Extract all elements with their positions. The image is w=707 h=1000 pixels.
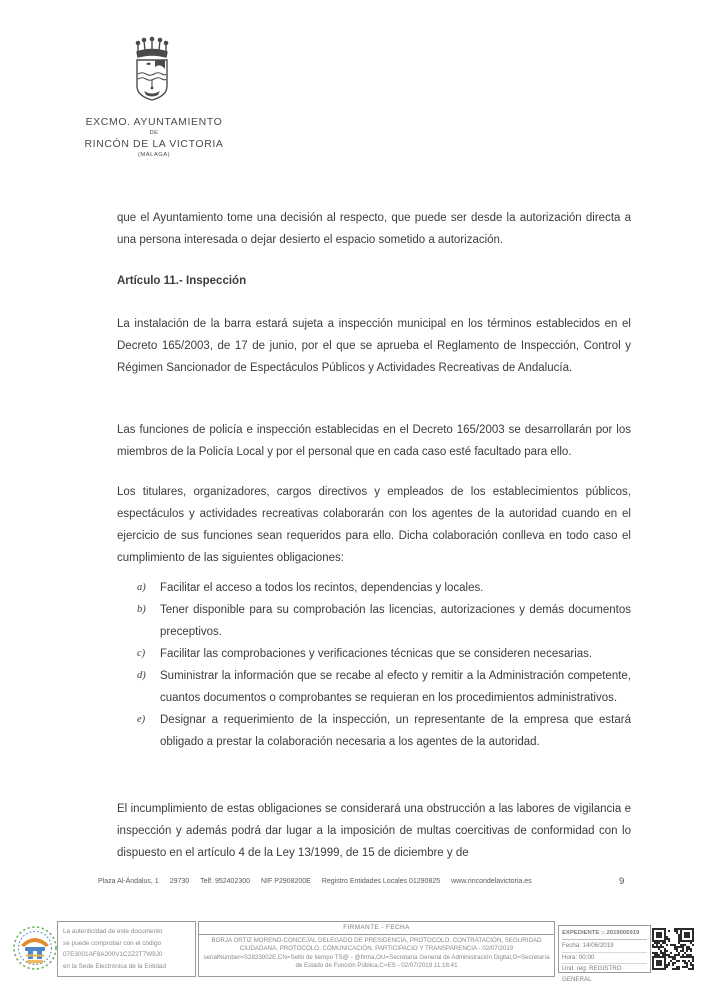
authenticity-line: en la Sede Electrónica de la Entidad	[63, 962, 167, 970]
signer-box-header: FIRMANTE - FECHA	[199, 922, 554, 935]
list-marker: b)	[137, 604, 146, 615]
footer-phone: Telf. 952402300	[200, 878, 250, 885]
org-line-4: (MÁLAGA)	[137, 152, 171, 158]
organization-name	[70, 116, 238, 160]
expediente-date: Fecha: 14/06/2019	[562, 941, 647, 952]
expediente-registry-unit: Und. reg: REGISTRO GENERAL	[562, 965, 622, 983]
authenticity-box	[57, 921, 196, 977]
list-marker: e)	[137, 714, 146, 725]
verification-qr-code-icon	[652, 928, 694, 970]
list-marker: d)	[137, 670, 146, 681]
list-item-text: Facilitar las comprobaciones y verificaciones técnicas que se consideren necesarias.	[160, 648, 593, 660]
list-item	[137, 709, 631, 753]
closing-paragraph: El incumplimiento de estas obligaciones se considerará una obstrucción a las labores de vigilancia e inspección y además podrá dar lugar a la imposición de multas coercitivas de conformidad con lo dispuesto en el artículo 4 de la Ley 13/1999, de 15 de diciembre y de	[117, 802, 631, 859]
expediente-time: Hora: 00:00	[562, 953, 647, 964]
article-heading: Artículo 11.- Inspección	[117, 274, 247, 287]
org-line-3: RINCÓN DE LA VICTORIA	[84, 138, 224, 150]
list-item-text: Suministrar la información que se recabe al efecto y remitir a la Administración competente, cuantos documentos o comprobantes se requieran en los procedimientos administrativos.	[160, 670, 631, 704]
expediente-box	[558, 925, 651, 983]
page-number: 9	[619, 876, 625, 887]
paragraph-decree: La instalación de la barra estará sujeta a inspección municipal en los términos establecidos en el Decreto 165/2003, de 17 de junio, por el que se aprueba el Reglamento de Inspección, Control y Régimen Sancionador de Espectáculos Públicos y Actividades Recreativas de Andalucía.	[117, 317, 631, 374]
authenticity-line: se puede comprobar con el código	[63, 939, 162, 947]
timestamp-line: serialNumber=S2833002E,CN=Sello de tiempo TS@ - @firma,OU=Secretaría General de Administración Digital,O=Secretaría de Estado de Función Pública,C=ES - 02/07/2019 11:18:41	[203, 953, 550, 970]
authenticity-line: La autenticidad de este documento	[63, 928, 163, 935]
list-item	[137, 665, 631, 709]
obligations-list	[137, 577, 631, 753]
list-item-text: Tener disponible para su comprobación las licencias, autorizaciones y demás documentos preceptivos.	[160, 604, 631, 638]
list-item-text: Facilitar el acceso a todos los recintos, dependencias y locales.	[160, 582, 484, 594]
authenticity-code: 07E3001AF8A200V1C2Z2T7W9J0	[63, 951, 163, 959]
paragraph-collaboration: Los titulares, organizadores, cargos directivos y empleados de los establecimientos públicos, espectáculos y actividades recreativas colaborarán con los agentes de la autoridad cuando en el ejercicio de sus funciones sean requeridos para ello. Dicha colaboración conlleva en todo caso el cumplimiento de las siguientes obligaciones:	[117, 485, 631, 564]
expediente-number: EXPEDIENTE :: 2019005919	[562, 928, 647, 940]
footer-postal-code: 29730	[169, 878, 190, 885]
list-item	[137, 577, 631, 599]
footer-info	[98, 878, 598, 885]
signed-document-stamp-icon	[11, 923, 59, 975]
org-line-2: DE	[149, 130, 159, 136]
intro-paragraph: que el Ayuntamiento tome una decisión al respecto, que puede ser desde la autorización directa a una persona interesada o dejar desierto el espacio sometido a autorización.	[117, 211, 631, 246]
signer-box	[198, 921, 555, 977]
list-item	[137, 599, 631, 643]
list-item-text: Designar a requerimiento de la inspección, un representante de la empresa que estará obligado a prestar la colaboración necesaria a los agentes de la autoridad.	[160, 714, 631, 748]
footer-registry: Registro Entidades Locales 01290825	[321, 878, 441, 885]
paragraph-police: Las funciones de policía e inspección establecidas en el Decreto 165/2003 se desarrollarán por los miembros de la Policía Local y por el personal que en cada caso esté facultado para ello.	[117, 423, 631, 458]
footer-address: Plaza Al-Ándalus, 1	[98, 878, 159, 885]
list-marker: c)	[137, 648, 146, 659]
list-marker: a)	[137, 582, 146, 593]
signer-line: BORJA ORTIZ MORENO-CONCEJAL DELEGADO DE PRESIDENCIA, PROTOCOLO, CONTRATACIÓN, SEGURIDAD CIUDADANA, PROTOCOLO, COMUNICACIÓN, PARTICIPACIO Y TRANSPARENCIA - 02/07/2019	[211, 936, 542, 953]
list-item	[137, 643, 631, 665]
footer-nif: NIF P2908200E	[261, 878, 311, 885]
municipal-coat-of-arms-icon	[122, 36, 182, 110]
footer-website: www.rincondelavictoria.es	[451, 878, 532, 885]
org-line-1: EXCMO. AYUNTAMIENTO	[85, 116, 223, 128]
